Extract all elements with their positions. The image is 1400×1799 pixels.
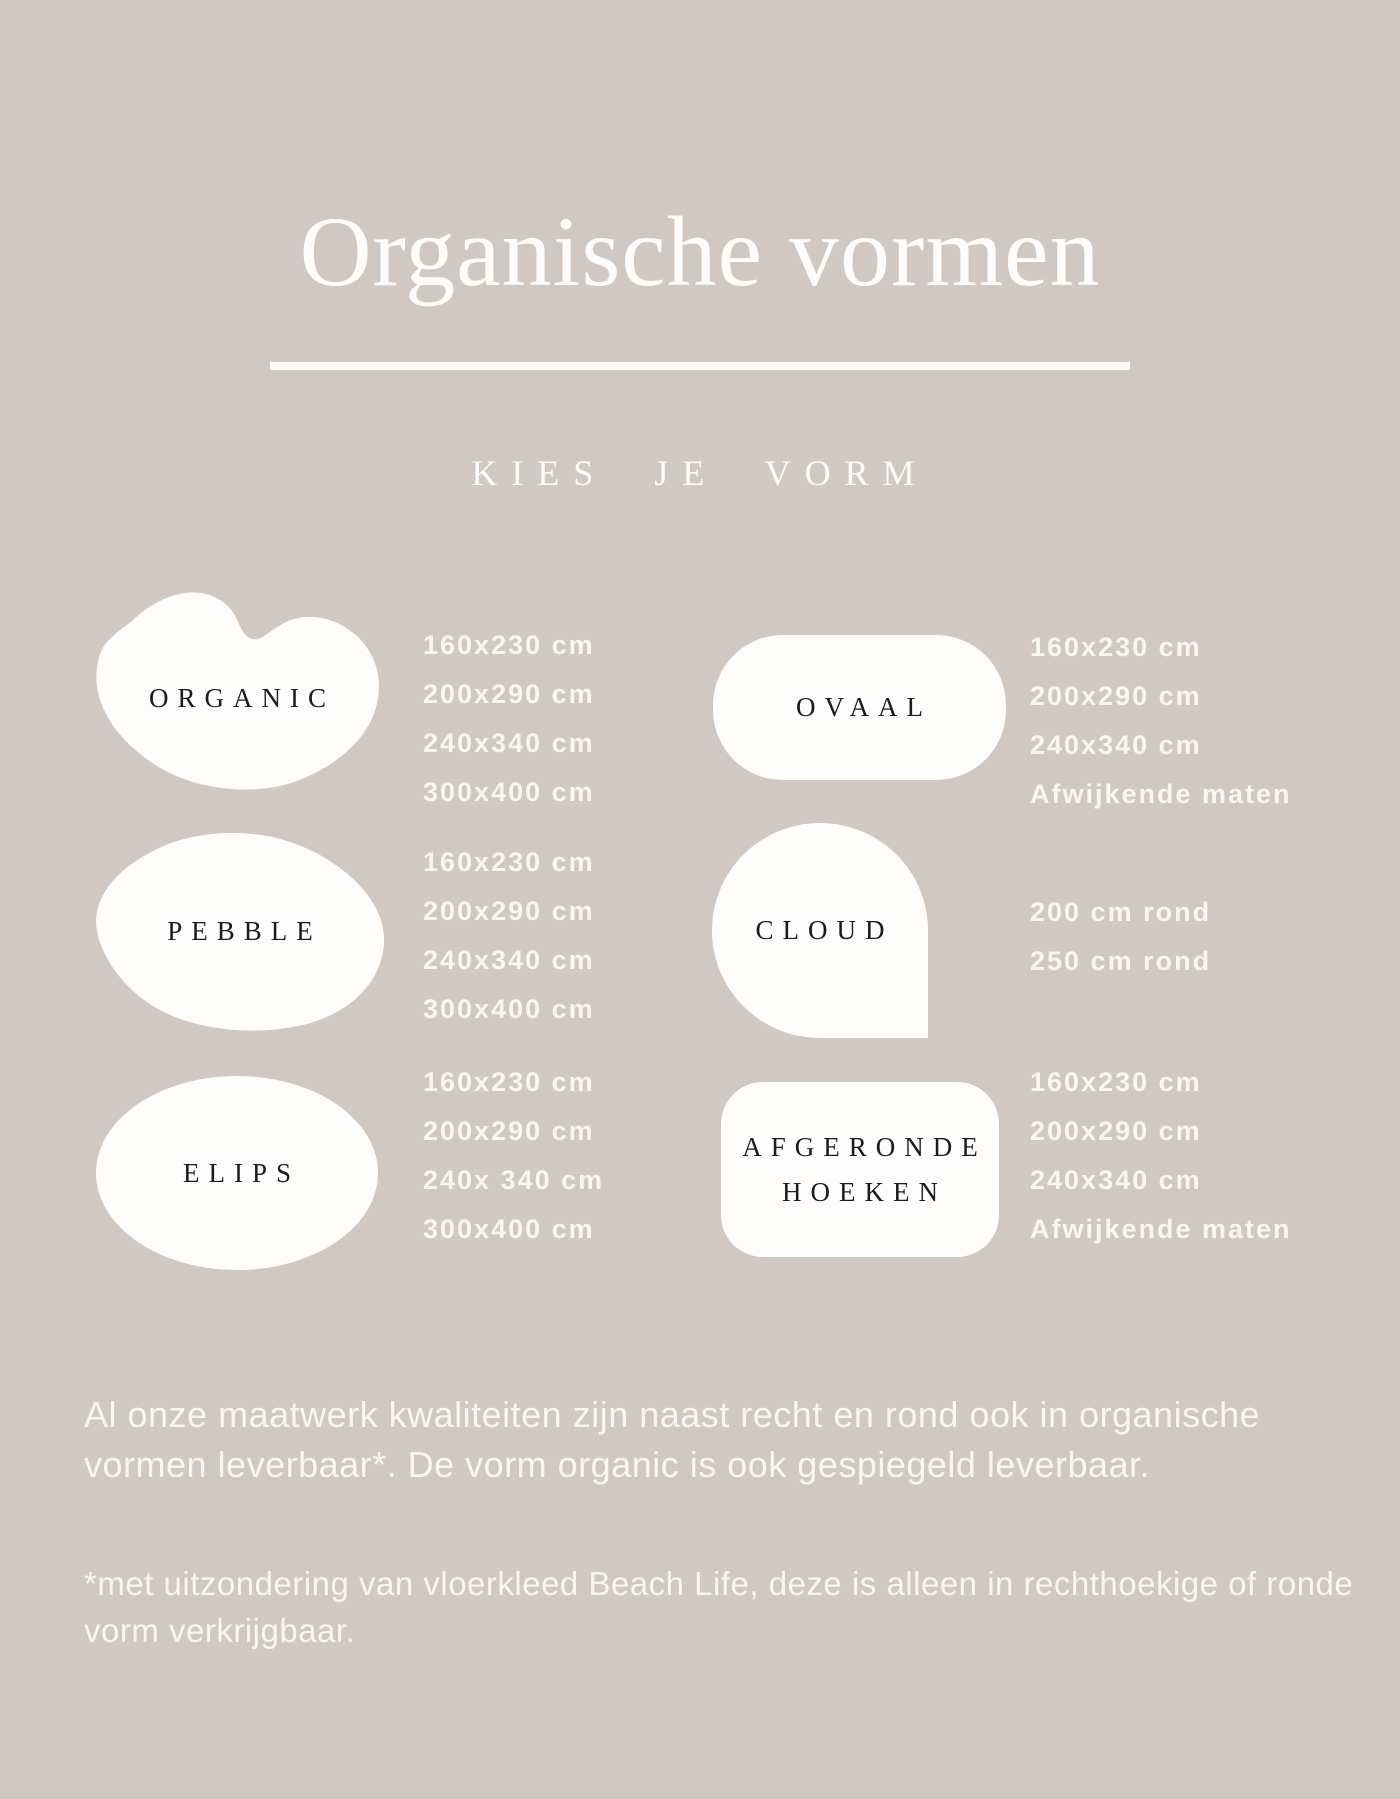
shape-ovaal-label: OVAAL — [795, 692, 932, 722]
size-line: 160x230 cm — [423, 630, 595, 660]
sizes-pebble — [423, 838, 595, 1034]
title-divider — [270, 362, 1130, 370]
shape-cloud-label: CLOUD — [755, 915, 894, 945]
footer-paragraph: Al onze maatwerk kwaliteiten zijn naast recht en rond ook in organische vormen leverbaar*. De vorm organic is ook gespiegeld leverbaar. — [84, 1394, 1261, 1485]
size-line: 200 cm rond — [1030, 897, 1212, 927]
shape-pebble-label: PEBBLE — [167, 916, 322, 946]
shape-ovaal — [713, 635, 1006, 780]
sizes-afgeronde-hoeken — [1030, 1058, 1292, 1254]
size-line: Afwijkende maten — [1030, 1214, 1292, 1244]
size-line: 200x290 cm — [1030, 1116, 1202, 1146]
size-line: 240x340 cm — [1030, 730, 1202, 760]
shape-pebble — [95, 830, 385, 1033]
size-line: 160x230 cm — [423, 847, 595, 877]
size-line: 300x400 cm — [423, 994, 595, 1024]
size-line: 160x230 cm — [423, 1067, 595, 1097]
shape-organic-label: ORGANIC — [148, 683, 335, 713]
page-title: Organische vormen — [299, 196, 1101, 307]
size-line: 240x340 cm — [423, 945, 595, 975]
sizes-cloud — [1030, 888, 1211, 986]
footer-footnote: *met uitzondering van vloerkleed Beach Life, deze is alleen in rechthoekige of ronde vorm verkrijgbaar. — [84, 1565, 1354, 1649]
size-line: 240x340 cm — [423, 728, 595, 758]
size-line: Afwijkende maten — [1030, 779, 1292, 809]
size-line: 300x400 cm — [423, 777, 595, 807]
size-line: 200x290 cm — [423, 896, 595, 926]
size-line: 200x290 cm — [423, 679, 595, 709]
shape-cloud — [712, 823, 928, 1038]
sizes-ovaal — [1030, 623, 1292, 819]
size-line: 200x290 cm — [423, 1116, 595, 1146]
size-line: 240x340 cm — [1030, 1165, 1202, 1195]
shape-afgeronde-hoeken — [721, 1082, 999, 1257]
size-line: 300x400 cm — [423, 1214, 595, 1244]
sizes-organic — [423, 621, 595, 817]
label-line: AFGERONDE — [742, 1131, 987, 1162]
size-line: 250 cm rond — [1030, 946, 1212, 976]
shape-organic — [95, 588, 380, 793]
label-line: HOEKEN — [782, 1176, 947, 1207]
shape-elips-label: ELIPS — [182, 1157, 300, 1188]
size-line: 160x230 cm — [1030, 1067, 1202, 1097]
shape-afgeronde-hoeken-label — [721, 1082, 999, 1257]
size-line: 160x230 cm — [1030, 632, 1202, 662]
subtitle: KIES JE VORM — [471, 453, 929, 493]
sizes-elips — [423, 1058, 604, 1254]
size-line: 200x290 cm — [1030, 681, 1202, 711]
shape-elips — [96, 1076, 378, 1270]
size-line: 240x 340 cm — [423, 1165, 605, 1195]
